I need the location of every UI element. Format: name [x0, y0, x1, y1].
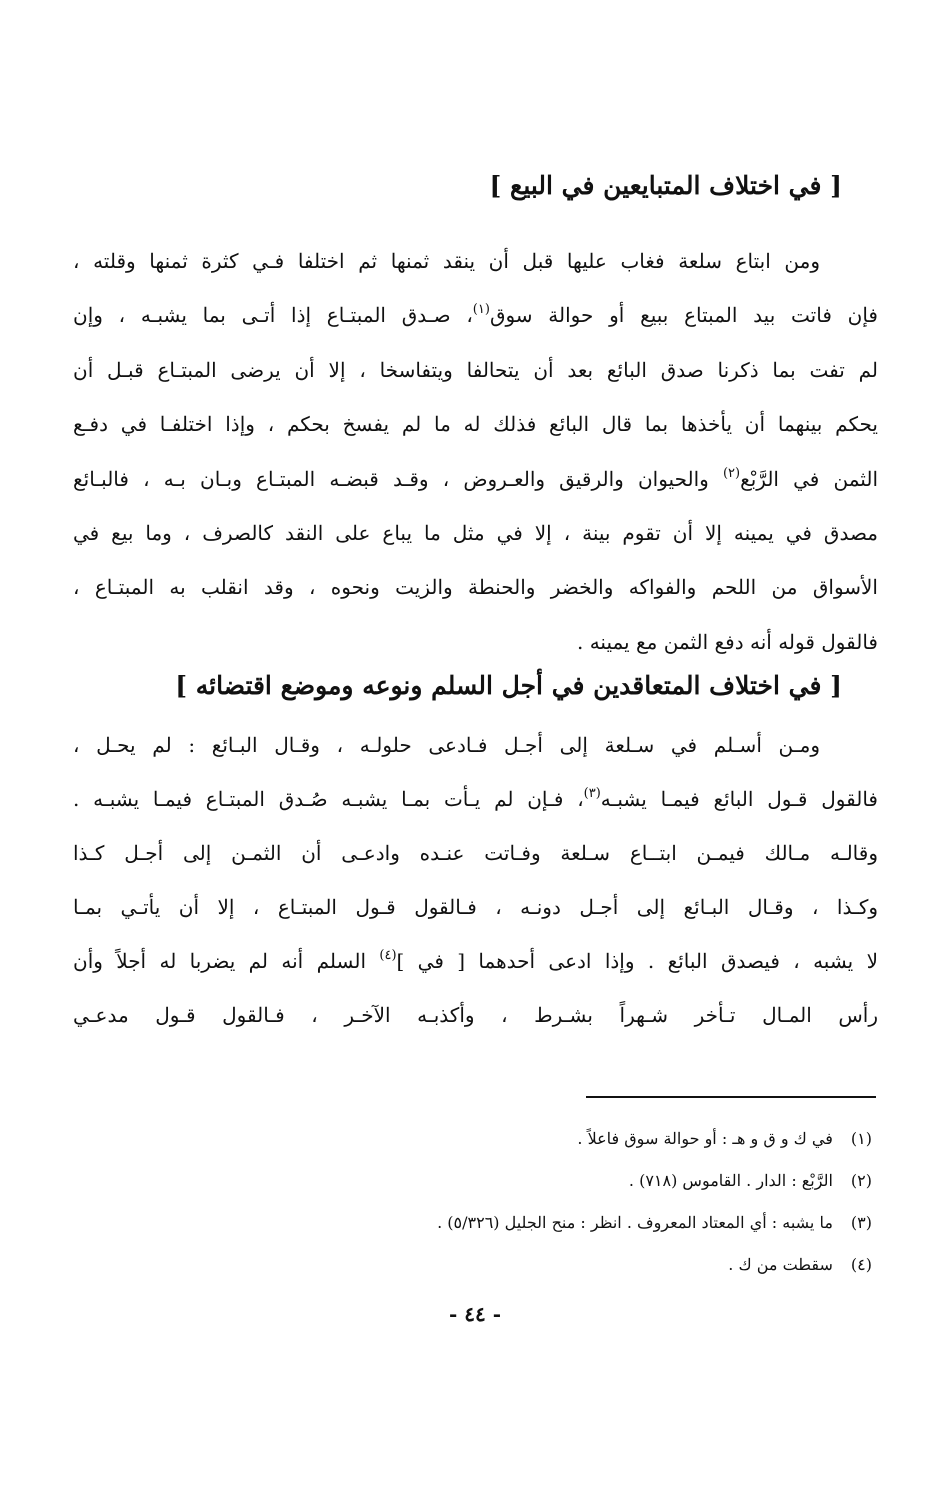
text-line: فإن فاتت بيد المبتاع ببيع أو حوالة سوق$^{(١)}$، صـدق المبتـاع إذا أتـى بما يشبـه ، وإن	[73, 302, 878, 328]
footnote-marker: (٤)	[379, 948, 397, 963]
text-line: فالقول قـول البائع فيمـا يشبـه$^{(٣)}$، فـإن لم يـأت بمـا يشبـه صُـدق المبتـاع فيمـا يشبـه .	[73, 786, 878, 811]
text-line: ومن ابتاع سلعة فغاب عليها قبل أن ينقد ثمنها ثم اختلفا فـي كثرة ثمنها وقلته ،	[73, 249, 820, 273]
footnote-text: في ك و ق و هـ : أو حوالة سوق فاعلاً .	[577, 1129, 833, 1148]
footnotes	[272, 1118, 872, 1286]
footnote-marker: (٣)	[583, 786, 601, 801]
text-line: وقالـه مـالك فيمـن ابتــاع سـلعة وفـاتت عنـده وادعـى أن الثمـن إلى أجـل كـذا	[73, 841, 878, 865]
footnote-number: (٤)	[850, 1255, 872, 1274]
footnote-number: (١)	[850, 1129, 872, 1148]
footnote	[272, 1244, 872, 1286]
section-body-sale-dispute	[73, 234, 878, 669]
footnote-text: الرَّبْع : الدار . القاموس (٧١٨) .	[628, 1171, 833, 1190]
footnote-number: (٢)	[850, 1171, 872, 1190]
text-line: فالقول قوله أنه دفع الثمن مع يمينه .	[576, 629, 878, 654]
text-line: لا يشبه ، فيصدق البائع . وإذا ادعى أحدهما [ في ]$^{(٤)}$ السلم أنه لم يضربا له أجلاً وأن	[73, 948, 878, 973]
text-line: لم تفت بما ذكرنا صدق البائع بعد أن يتحالفا ويتفاسخا ، إلا أن يرضى المبتـاع قبـل أن	[73, 357, 878, 382]
text-line: الثمن في الرَّبْع$^{(٢)}$ والحيوان والرقيق والعـروض ، وقـد قبضـه المبتـاع وبـان بـه ، فالبـائع	[73, 465, 878, 491]
footnote	[272, 1160, 872, 1202]
page-number: - ٤٤ -	[448, 1302, 501, 1326]
text-line: يحكم بينهما أن يأخذها بما قال البائع فذلك له ما لم يفسخ بحكم ، وإذا اختلفـا في دفـع	[73, 412, 878, 437]
footnote-divider	[586, 1096, 876, 1098]
footnote	[272, 1202, 872, 1244]
section-heading-sale-dispute: [ في اختلاف المتبايعين في البيع ]	[489, 171, 842, 200]
footnote-marker: (٢)	[722, 465, 741, 481]
footnote	[272, 1118, 872, 1160]
section-body-salam-dispute	[73, 718, 878, 1042]
footnote-marker: (١)	[472, 302, 490, 318]
footnote-text: سقطت من ك .	[728, 1255, 833, 1274]
footnote-text: ما يشبه : أي المعتاد المعروف . انظر : منح الجليل (٥/٣٢٦) .	[437, 1213, 833, 1232]
text-line: وكـذا ، وقـال البـائع إلى أجـل دونـه ، فـالقول قـول المبتـاع ، إلا أن يأتـي بمـا	[73, 895, 878, 919]
text-line: الأسواق من اللحم والفواكه والخضر والحنطة والزيت ونحوه ، وقد انقلب به المبتـاع ،	[73, 575, 878, 600]
text-line: ومـن أسـلم في سـلعة إلى أجـل فـادعى حلولـه ، وقـال البـائع : لم يحـل ،	[73, 733, 820, 757]
section-heading-salam-dispute: [ في اختلاف المتعاقدين في أجل السلم ونوعه وموضع اقتضائه ]	[175, 671, 842, 700]
text-line: رأس المـال تـأخر شـهراً بشـرط ، وأكذبـه الآخـر ، فـالقول قـول مدعـي	[73, 1003, 878, 1027]
text-line: مصدق في يمينه إلا أن تقوم بينة ، إلا في مثل ما يباع على النقد كالصرف ، وما بيع في	[73, 520, 878, 545]
footnote-number: (٣)	[850, 1213, 872, 1232]
